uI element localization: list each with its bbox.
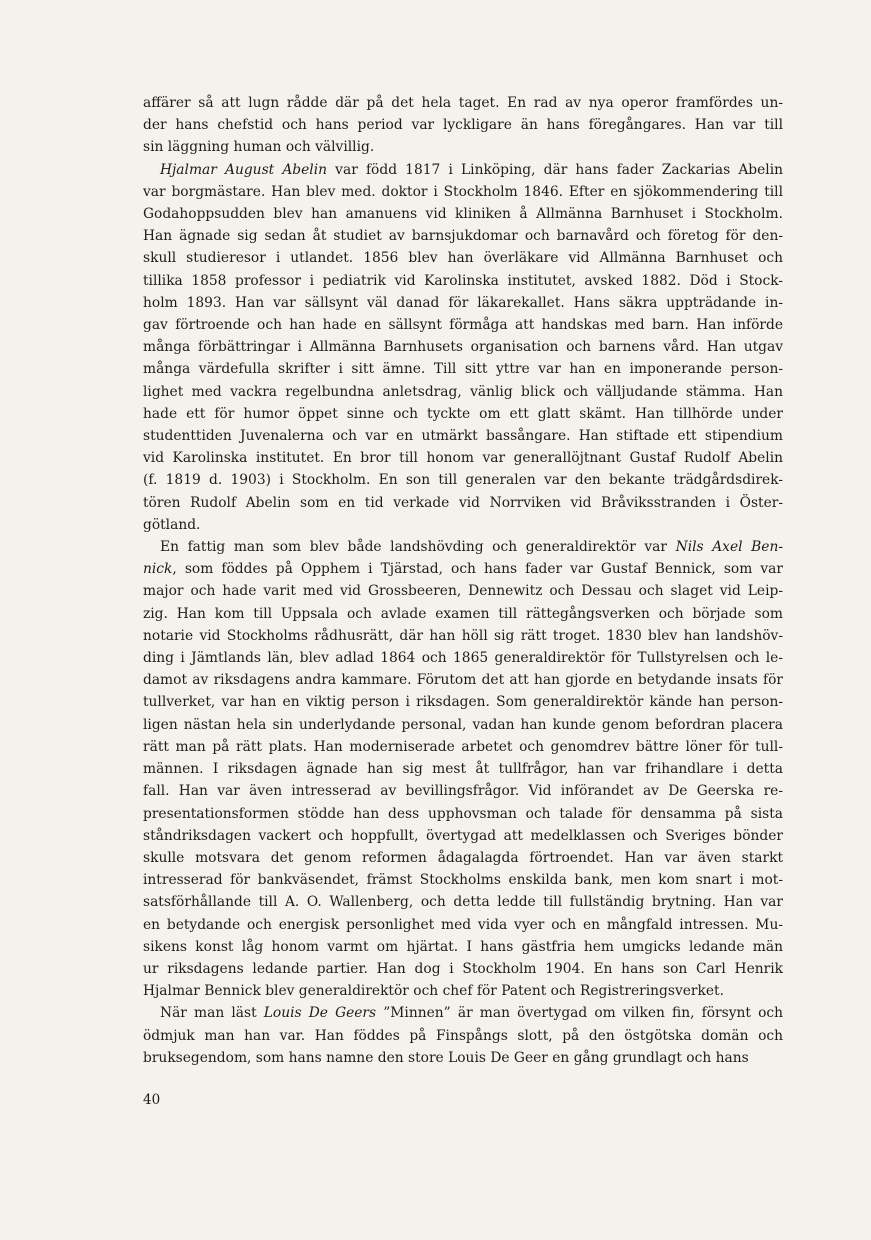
- text-line: [143, 536, 783, 558]
- text-line: satsförhållande till A. O. Wallenberg, och detta ledde till fullständig brytning. Han var: [143, 894, 783, 911]
- text-line: intresserad för bankväsendet, främst Stockholms enskilda bank, men kom snart i mot-: [143, 872, 783, 889]
- text-line: holm 1893. Han var sällsynt väl danad för läkarekallet. Hans säkra uppträdande in-: [143, 294, 783, 311]
- text-line: skull studieresor i utlandet. 1856 blev han överläkare vid Allmänna Barnhuset och: [143, 250, 783, 267]
- text-line: major och hade varit med vid Grossbeeren, Dennewitz och Dessau och slaget vid Leip-: [143, 583, 783, 600]
- text-line: [143, 1002, 783, 1024]
- text-line: damot av riksdagens andra kammare. Förutom det att han gjorde en betydande insats för: [143, 672, 783, 689]
- text-line: skulle motsvara det genom reformen ådagalagda förtroendet. Han var även starkt: [143, 849, 783, 866]
- text-line: zig. Han kom till Uppsala och avlade examen till rättegångsverken och började som: [143, 605, 783, 622]
- text-line: lighet med vackra regelbundna anletsdrag, vänlig blick och välljudande stämma. Han: [143, 383, 783, 400]
- italic-name: Nils Axel Ben-: [675, 539, 783, 556]
- text-segment: En fattig man som blev både landshövding och generaldirektör var: [160, 539, 676, 556]
- text-line: ur riksdagens ledande partier. Han dog i Stockholm 1904. En hans son Carl Henrik: [143, 960, 783, 977]
- text-line: Han ägnade sig sedan åt studiet av barnsjukdomar och barnavård och företog för den-: [143, 228, 783, 245]
- text-line: sikens konst låg honom varmt om hjärtat. I hans gästfria hem umgicks ledande män: [143, 938, 783, 955]
- text-line: männen. I riksdagen ägnade han sig mest åt tullfrågor, han var frihandlare i detta: [143, 761, 783, 778]
- text-line: rätt man på rätt plats. Han moderniserade arbetet och genomdrev bättre löner för tull-: [143, 738, 783, 755]
- italic-name: Hjalmar August Abelin: [160, 161, 328, 178]
- text-line: [143, 558, 783, 580]
- text-line: ödmjuk man han var. Han föddes på Finspångs slott, på den östgötska domän och: [143, 1027, 783, 1044]
- text-line: sin läggning human och välvillig.: [143, 139, 375, 156]
- text-line: tullverket, var han en viktig person i riksdagen. Som generaldirektör kände han person-: [143, 694, 783, 711]
- text-line: presentationsformen stödde han dess upphovsman och talade för densamma på sista: [143, 805, 783, 822]
- text-line: många värdefulla skrifter i sitt ämne. Till sitt yttre var han en imponerande person-: [143, 361, 783, 378]
- italic-name: nick: [143, 561, 173, 578]
- text-line: [143, 159, 783, 181]
- text-line: Hjalmar Bennick blev generaldirektör och chef för Patent och Registreringsverket.: [143, 983, 724, 1000]
- text-line: hade ett för humor öppet sinne och tyckte om ett glatt skämt. Han tillhörde under: [143, 405, 783, 422]
- text-segment: , som föddes på Opphem i Tjärstad, och hans fader var Gustaf Bennick, som var: [172, 561, 783, 578]
- text-line: tillika 1858 professor i pediatrik vid Karolinska institutet, avsked 1882. Död i Stock-: [143, 272, 783, 289]
- text-line: en betydande och energisk personlighet med vida vyer och en mångfald intressen. Mu-: [143, 916, 783, 933]
- text-segment: var född 1817 i Linköping, där hans fader Zackarias Abelin: [327, 161, 783, 178]
- text-segment: När man läst: [160, 1005, 264, 1022]
- italic-name: Louis De Geers: [263, 1005, 377, 1022]
- text-segment: ”Minnen” är man övertygad om vilken fin, försynt och: [376, 1005, 784, 1022]
- text-line: fall. Han var även intresserad av bevillingsfrågor. Vid införandet av De Geerska re-: [143, 783, 783, 800]
- text-line: ligen nästan hela sin underlydande personal, vadan han kunde genom befordran placera: [143, 716, 783, 733]
- text-line: Godahoppsudden blev han amanuens vid kliniken å Allmänna Barnhuset i Stockholm.: [143, 206, 783, 223]
- page-number: 40: [143, 1092, 161, 1108]
- text-line: studenttiden Juvenalerna och var en utmärkt bassångare. Han stiftade ett stipendium: [143, 428, 783, 445]
- text-line: (f. 1819 d. 1903) i Stockholm. En son till generalen var den bekante trädgårdsdirek-: [143, 472, 783, 489]
- text-line: gav förtroende och han hade en sällsynt förmåga att handskas med barn. Han införde: [143, 317, 783, 334]
- text-line: vid Karolinska institutet. En bror till honom var generallöjtnant Gustaf Rudolf Abelin: [143, 450, 783, 467]
- text-line: götland.: [143, 516, 201, 533]
- text-line: bruksegendom, som hans namne den store Louis De Geer en gång grundlagt och hans: [143, 1049, 749, 1066]
- body-text: [143, 92, 783, 1069]
- text-line: ding i Jämtlands län, blev adlad 1864 och 1865 generaldirektör för Tullstyrelsen och le-: [143, 650, 783, 667]
- text-line: notarie vid Stockholms rådhusrätt, där han höll sig rätt troget. 1830 blev han landshöv-: [143, 627, 783, 644]
- text-line: många förbättringar i Allmänna Barnhusets organisation och barnens vård. Han utgav: [143, 339, 783, 356]
- text-line: ståndriksdagen vackert och hoppfullt, övertygad att medelklassen och Sveriges bönder: [143, 827, 783, 844]
- text-line: der hans chefstid och hans period var lyckligare än hans föregångares. Han var till: [143, 117, 783, 134]
- text-line: tören Rudolf Abelin som en tid verkade vid Norrviken vid Bråviksstranden i Öster-: [143, 494, 783, 511]
- text-line: var borgmästare. Han blev med. doktor i Stockholm 1846. Efter en sjökommendering till: [143, 183, 783, 200]
- text-line: affärer så att lugn rådde där på det hela taget. En rad av nya operor framfördes un-: [143, 95, 783, 111]
